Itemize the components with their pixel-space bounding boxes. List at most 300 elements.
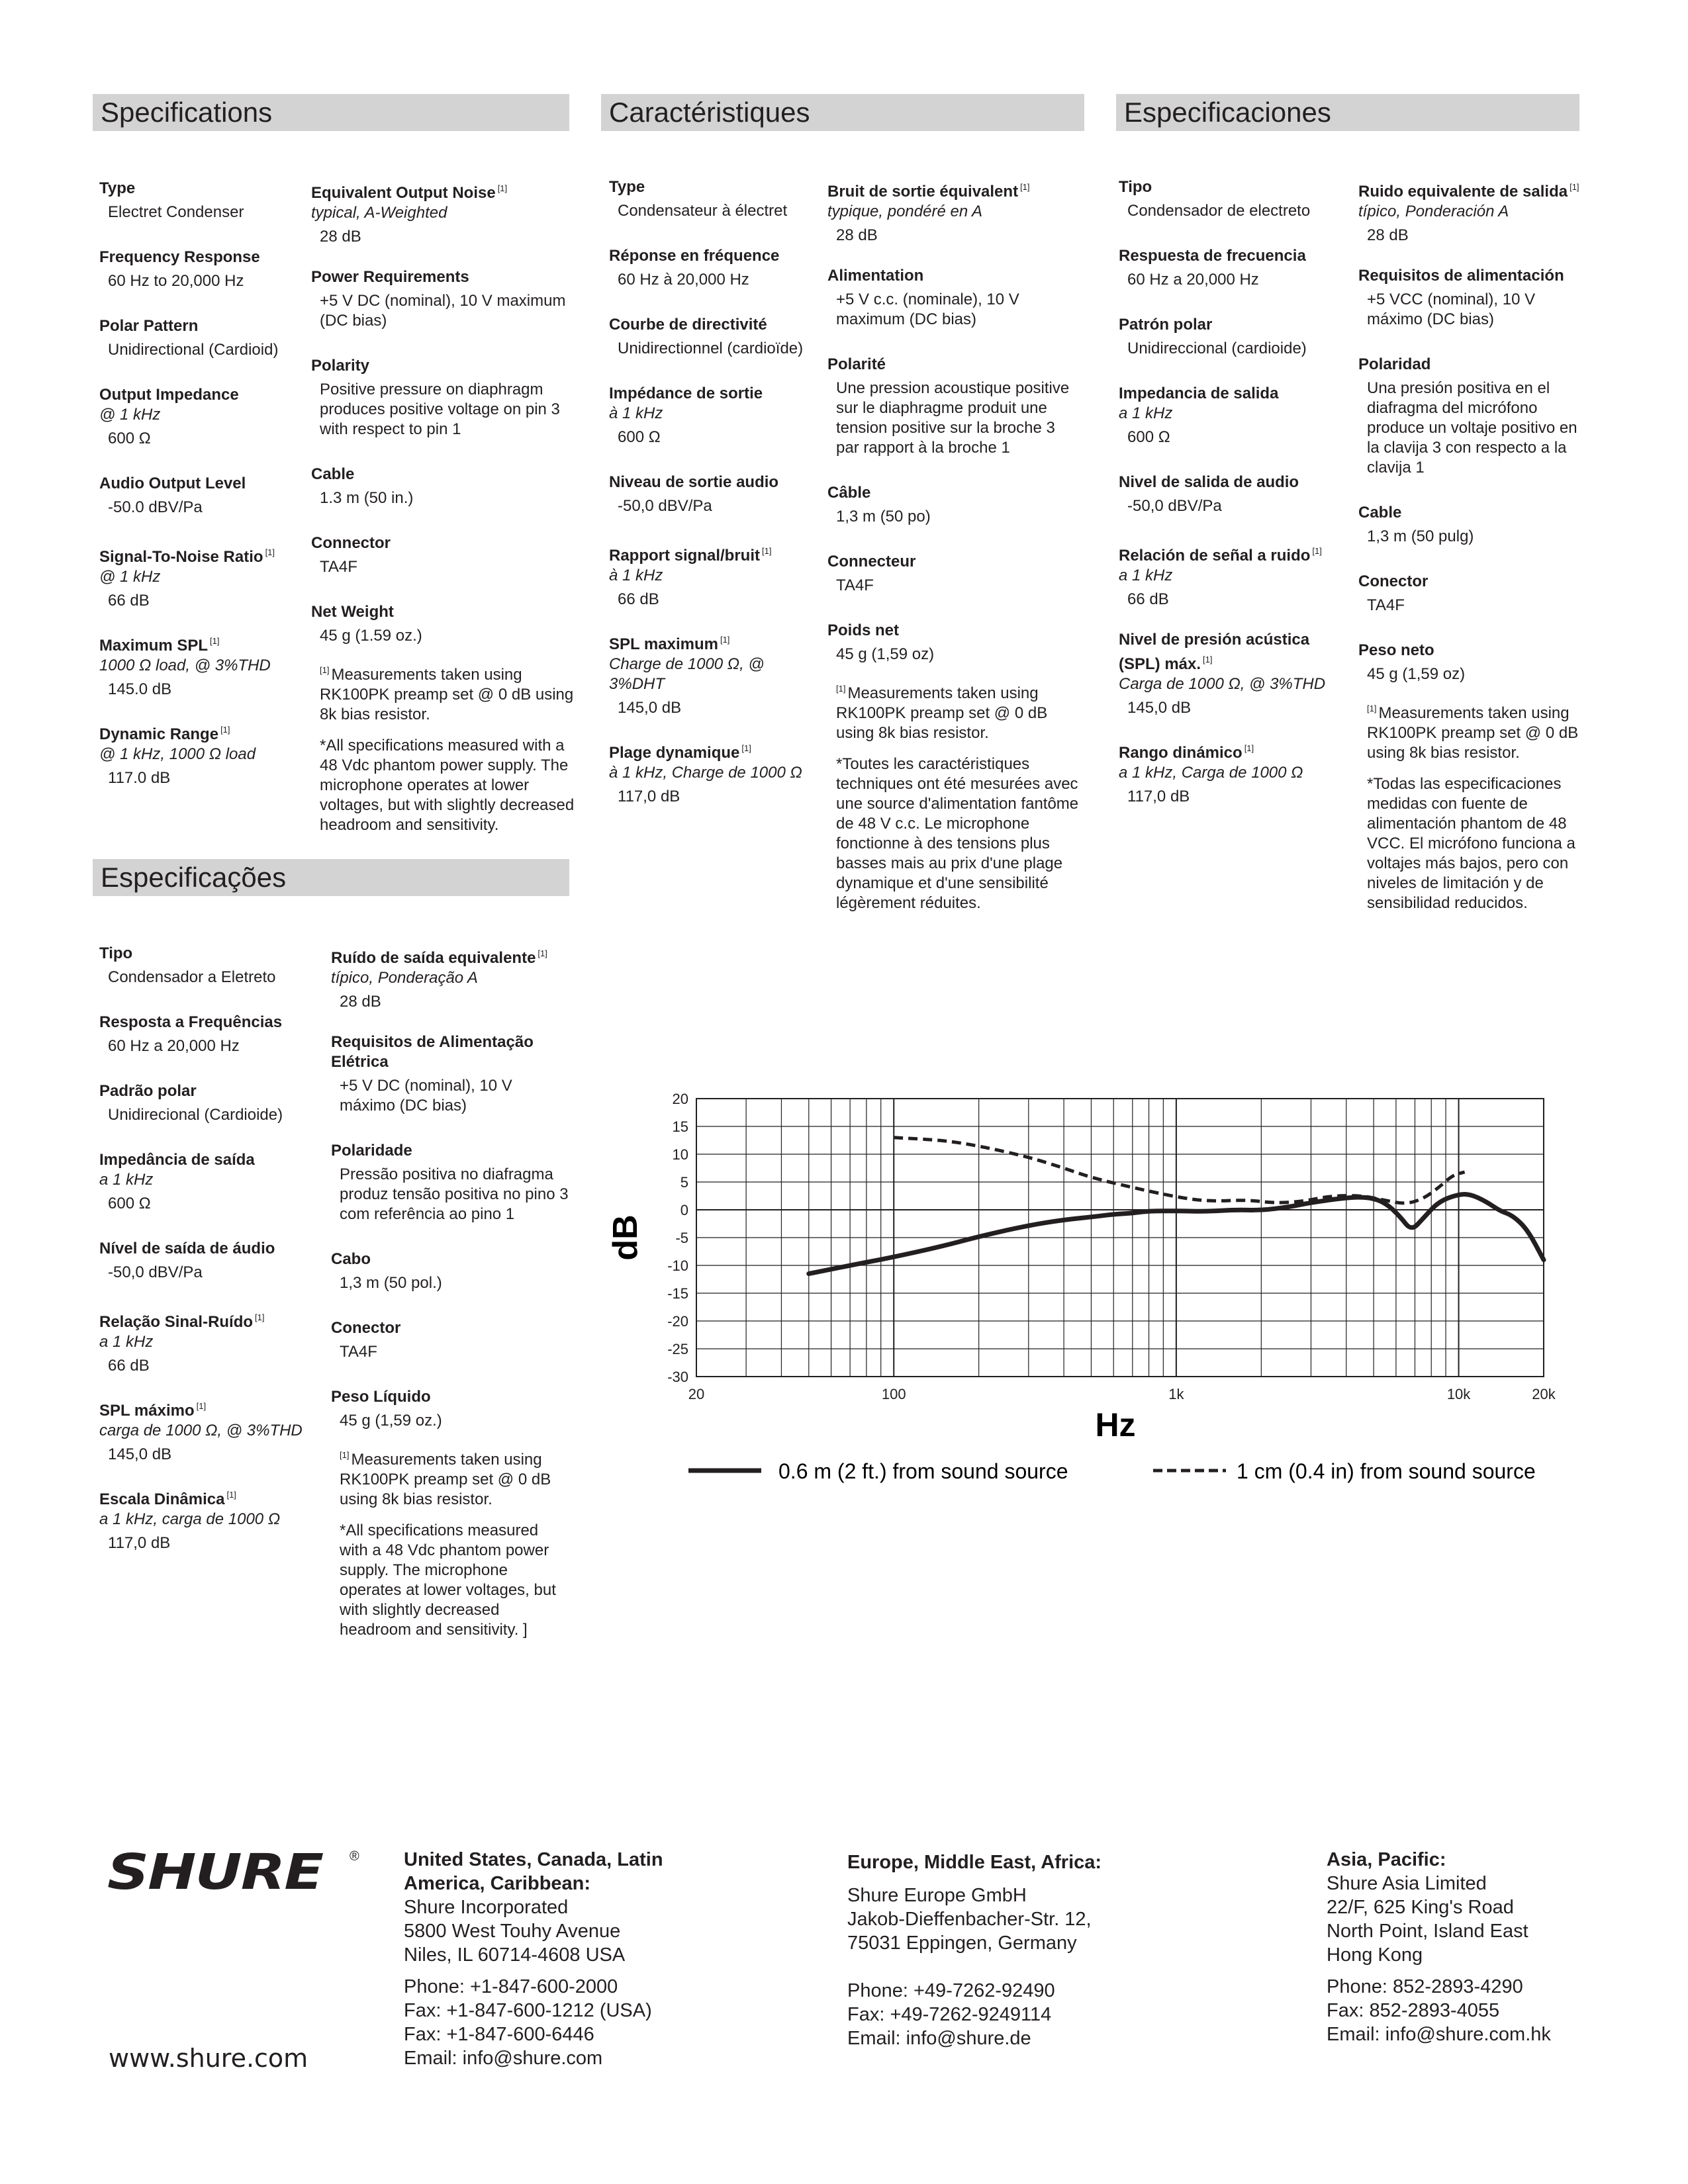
spec-condition: à 1 kHz (609, 404, 663, 422)
footnote-marker: [1] (836, 684, 846, 694)
spec-value: 145,0 dB (1127, 699, 1192, 717)
spec-item (609, 384, 821, 447)
footnote-phantom: *Todas las especificaciones medidas con fuente de alimentación phantom de 48 VCC. El micrófono funciona a voltajes más bajos, pero con niveles de limitación y de sensibilidad reducidos. (1367, 775, 1575, 912)
spec-condition: à 1 kHz, Charge de 1000 Ω (609, 764, 802, 782)
spec-item (311, 356, 576, 439)
spec-item (331, 1387, 576, 1431)
spec-item (99, 1396, 318, 1465)
spec-value: TA4F (320, 558, 357, 576)
x-tick-labels (688, 1386, 1556, 1402)
spec-label: Câble (827, 484, 871, 502)
section-header-english: Specifications (93, 94, 569, 131)
spec-label-text: Rapport signal/bruit (609, 547, 760, 565)
address-line: 5800 West Touhy Avenue (404, 1921, 621, 1942)
spec-value: Pressão positiva no diafragma produz tensão positiva no pino 3 com referência ao pino 1 (340, 1165, 569, 1223)
spec-condition: Carga de 1000 Ω, @ 3%THD (1119, 675, 1326, 693)
section-spanish (1116, 94, 1579, 912)
address-line: Shure Europe GmbH (847, 1885, 1027, 1906)
fax: Fax: +1-847-600-1212 (USA) (404, 2000, 652, 2021)
spec-value: 66 dB (618, 590, 659, 608)
spec-item (609, 541, 821, 610)
footnote-measurements (1358, 699, 1583, 763)
spec-label: Cable (1358, 504, 1402, 522)
spec-item (827, 621, 1079, 664)
address-line: Jakob-Dieffenbacher-Str. 12, (847, 1909, 1092, 1930)
spec-value: TA4F (836, 576, 874, 594)
spec-item (827, 552, 1079, 596)
footnote-marker: [1] (340, 1450, 350, 1460)
y-tick-label: -15 (667, 1285, 688, 1302)
spec-label: Requisitos de Alimentação Elétrica (331, 1033, 534, 1071)
spec-label-text: Dynamic Range (99, 725, 219, 743)
spec-label (311, 179, 576, 203)
footnote-marker: [1] (762, 546, 772, 556)
spec-value: 145,0 dB (108, 1445, 172, 1463)
spec-label: Peso neto (1358, 641, 1434, 659)
spec-value: 600 Ω (618, 428, 661, 446)
legend-label: 0.6 m (2 ft.) from sound source (778, 1459, 1068, 1483)
spec-condition: @ 1 kHz, 1000 Ω load (99, 745, 256, 763)
spec-item (609, 315, 821, 359)
spec-label: Impedancia de salida (1119, 385, 1279, 402)
spec-label (99, 631, 298, 656)
spec-item (99, 1308, 318, 1376)
spec-value: Unidirectionnel (cardioïde) (618, 340, 804, 357)
spec-item (827, 483, 1079, 527)
spec-item (331, 944, 576, 1012)
spec-condition: típico, Ponderação A (331, 969, 478, 987)
spec-label: Padrão polar (99, 1082, 197, 1100)
spec-label-text: Escala Dinâmica (99, 1490, 225, 1508)
spec-value: 117,0 dB (618, 788, 680, 805)
spec-label: Nivel de salida de audio (1119, 473, 1299, 491)
spec-item (1119, 384, 1344, 447)
address-line: North Point, Island East (1327, 1921, 1528, 1942)
address-line: Hong Kong (1327, 1944, 1423, 1966)
spec-label (99, 720, 298, 745)
footnote-marker: [1] (255, 1312, 265, 1322)
spec-item (99, 1150, 318, 1214)
footnote-measurements (331, 1445, 569, 1510)
spec-value: +5 V c.c. (nominale), 10 V maximum (DC bias) (836, 291, 1019, 328)
spec-value: 1,3 m (50 pulg) (1367, 527, 1474, 545)
x-tick-label: 20 (688, 1386, 705, 1402)
spec-label: Polaridad (1358, 355, 1431, 373)
spec-item (311, 179, 576, 247)
legend (688, 1459, 1536, 1483)
fax: Fax: 852-2893-4055 (1327, 2000, 1500, 2021)
x-tick-label: 100 (881, 1386, 906, 1402)
spec-item (99, 1013, 318, 1056)
spec-label: Nível de saída de áudio (99, 1240, 275, 1257)
footnote-marker: [1] (220, 725, 230, 735)
spec-value: TA4F (1367, 596, 1405, 614)
spec-item (1119, 739, 1344, 807)
spec-item (99, 631, 298, 700)
spec-value: Condensador de electreto (1127, 202, 1311, 220)
spec-value: 60 Hz to 20,000 Hz (108, 272, 244, 290)
spec-value: 45 g (1,59 oz) (1367, 665, 1466, 683)
spec-label: Peso Líquido (331, 1388, 431, 1406)
spec-label: Connecteur (827, 553, 916, 570)
phone: Phone: +49-7262-92490 (847, 1980, 1055, 2001)
spec-label: Cabo (331, 1250, 371, 1268)
spec-value: -50,0 dBV/Pa (1127, 497, 1222, 515)
spec-label-text: Plage dynamique (609, 744, 740, 762)
spec-value: 60 Hz a 20,000 Hz (1127, 271, 1259, 289)
spec-item (1119, 315, 1344, 359)
spec-item (1358, 641, 1583, 684)
spec-label-text: Maximum SPL (99, 637, 209, 655)
spec-label: Conector (1358, 572, 1429, 590)
spec-label (827, 177, 1079, 202)
contact-us (404, 1848, 708, 2070)
spec-value: 66 dB (1127, 590, 1169, 608)
spec-label-text: Equivalent Output Noise (311, 184, 496, 202)
spec-label: Cable (311, 465, 355, 483)
email[interactable]: Email: info@shure.com.hk (1327, 2024, 1551, 2045)
spec-label: Frequency Response (99, 248, 260, 266)
spec-value: 45 g (1,59 oz.) (340, 1412, 442, 1430)
spec-value: 45 g (1.59 oz.) (320, 627, 422, 645)
section-header-french: Caractéristiques (601, 94, 1084, 131)
footnote-text: Measurements taken using RK100PK preamp set @ 0 dB using 8k bias resistor. (836, 684, 1048, 742)
spec-item (1119, 630, 1344, 718)
spec-value: 117,0 dB (108, 1534, 171, 1552)
frequency-response-chart (606, 1085, 1569, 1496)
spec-label (99, 1485, 318, 1510)
spec-item (99, 1081, 318, 1125)
y-tick-label: 5 (680, 1174, 688, 1191)
spec-item (609, 246, 821, 290)
spec-label-text: Bruit de sortie équivalent (827, 183, 1019, 201)
spec-value: +5 V DC (nominal), 10 V maximum (DC bias) (320, 292, 566, 330)
spec-value: Condensateur à électret (618, 202, 788, 220)
phone: Phone: 852-2893-4290 (1327, 1976, 1523, 1997)
spec-label-text: SPL máximo (99, 1402, 195, 1420)
y-tick-label: -10 (667, 1257, 688, 1274)
spec-value: +5 VCC (nominal), 10 V máximo (DC bias) (1367, 291, 1536, 328)
spec-value: Unidirecional (Cardioide) (108, 1106, 283, 1124)
spec-item (1119, 541, 1344, 610)
spec-value: 45 g (1,59 oz) (836, 645, 935, 663)
footnote-marker: [1] (1244, 743, 1254, 753)
x-tick-label: 1k (1168, 1386, 1184, 1402)
spec-value: -50,0 dBV/Pa (108, 1263, 203, 1281)
spec-label: Audio Output Level (99, 475, 246, 492)
spec-value: 117.0 dB (108, 769, 171, 787)
spec-value: 1.3 m (50 in.) (320, 489, 414, 507)
spec-item (609, 630, 821, 718)
footnote-phantom: *Toutes les caractéristiques techniques ont été mesurées avec une source d'alimentation fantôme de 48 V c.c. Le microphone fonctionne à des tensions plus basses mais au prix d'une plage dynamique et d'une sensibilité légèrement réduites. (836, 755, 1079, 912)
footnote-marker: [1] (320, 665, 330, 675)
spec-label (331, 944, 576, 968)
y-tick-label: -20 (667, 1313, 688, 1330)
spec-label (99, 1308, 318, 1332)
spec-value: Unidirectional (Cardioid) (108, 341, 279, 359)
phone: Phone: +1-847-600-2000 (404, 1976, 618, 1997)
address-line: Niles, IL 60714-4608 USA (404, 1944, 626, 1966)
footnote-measurements (827, 679, 1079, 743)
series-line-1cm (894, 1138, 1464, 1203)
spec-label: Patrón polar (1119, 316, 1213, 334)
footnote-marker: [1] (265, 547, 275, 557)
spec-label: Polaridade (331, 1142, 412, 1160)
y-tick-labels (667, 1091, 688, 1385)
spec-label: Polar Pattern (99, 317, 199, 335)
spec-condition: a 1 kHz (1119, 404, 1173, 422)
spec-value: 600 Ω (108, 1195, 151, 1212)
footnote-marker: [1] (720, 635, 730, 645)
spec-item (99, 1239, 318, 1283)
spec-item (99, 543, 298, 611)
section-english (93, 94, 575, 834)
spec-value: 60 Hz a 20,000 Hz (108, 1037, 240, 1055)
region-heading: Asia, Pacific: (1327, 1849, 1446, 1870)
spec-label: Polarity (311, 357, 370, 375)
chart-grid (696, 1099, 1544, 1377)
spec-value: 28 dB (340, 993, 381, 1011)
spec-label: Alimentation (827, 267, 924, 285)
spec-item (99, 944, 318, 987)
spec-item (311, 602, 576, 646)
spec-label: Power Requirements (311, 268, 469, 286)
fax: Fax: +49-7262-9249114 (847, 2004, 1052, 2025)
spec-item (331, 1032, 576, 1116)
spec-value: 117,0 dB (1127, 788, 1190, 805)
x-tick-label: 10k (1446, 1386, 1471, 1402)
spec-condition: a 1 kHz, carga de 1000 Ω (99, 1510, 281, 1528)
footnote-marker: [1] (196, 1401, 207, 1411)
spec-label-text: Relación de señal a ruido (1119, 547, 1311, 565)
spec-value: Electret Condenser (108, 203, 244, 221)
spec-value: Unidireccional (cardioide) (1127, 340, 1307, 357)
spec-value: 28 dB (1367, 226, 1409, 244)
footnote-marker: [1] (497, 183, 508, 193)
spec-label-text: Signal-To-Noise Ratio (99, 548, 263, 566)
spec-item (331, 1250, 576, 1293)
footnote-marker: [1] (1570, 182, 1579, 192)
spec-condition: típico, Ponderación A (1358, 203, 1509, 220)
spec-value: +5 V DC (nominal), 10 V máximo (DC bias) (340, 1077, 512, 1115)
spec-value: TA4F (340, 1343, 377, 1361)
section-portuguese (93, 859, 569, 1639)
spec-item (311, 533, 576, 577)
spec-item (331, 1318, 576, 1362)
spec-item (99, 248, 298, 291)
spec-condition: a 1 kHz (99, 1333, 154, 1351)
spec-label-text: Rango dinámico (1119, 744, 1243, 762)
footnote-marker: [1] (1367, 704, 1377, 713)
footnote-marker: [1] (210, 636, 220, 646)
spec-item (331, 1141, 576, 1224)
y-axis-label: dB (606, 1214, 645, 1261)
spec-label (609, 630, 821, 655)
y-tick-label: 20 (672, 1091, 688, 1107)
y-tick-label: -30 (667, 1369, 688, 1385)
y-tick-label: -25 (667, 1341, 688, 1357)
spec-value: -50.0 dBV/Pa (108, 498, 203, 516)
spec-item (827, 177, 1079, 246)
spec-label: Polarité (827, 355, 886, 373)
spec-item (1358, 355, 1583, 478)
spec-value: 600 Ω (108, 430, 151, 447)
spec-label-text: Ruído de saída equivalente (331, 949, 536, 967)
spec-condition: a 1 kHz, Carga de 1000 Ω (1119, 764, 1303, 782)
spec-value: 60 Hz à 20,000 Hz (618, 271, 749, 289)
spec-label (1358, 177, 1583, 202)
spec-item (99, 720, 298, 788)
spec-condition: carga de 1000 Ω, @ 3%THD (99, 1422, 303, 1439)
spec-condition: typique, pondéré en A (827, 203, 982, 220)
spec-label: Conector (331, 1319, 401, 1337)
section-french (601, 94, 1084, 912)
spec-item (311, 267, 576, 331)
spec-item (311, 465, 576, 508)
spec-label (1119, 541, 1344, 566)
footnote-marker: [1] (1312, 546, 1322, 556)
spec-label (609, 541, 821, 566)
spec-label (609, 739, 821, 763)
spec-label (99, 543, 298, 567)
spec-item (1119, 473, 1344, 516)
y-tick-label: 10 (672, 1146, 688, 1163)
y-tick-label: 15 (672, 1118, 688, 1135)
spec-value: 145,0 dB (618, 699, 682, 717)
region-heading: United States, Canada, Latin America, Caribbean: (404, 1849, 663, 1894)
spec-condition: 1000 Ω load, @ 3%THD (99, 657, 271, 674)
email[interactable]: Email: info@shure.de (847, 2028, 1031, 2049)
y-tick-label: 0 (680, 1202, 688, 1218)
footnote-marker: [1] (538, 948, 547, 958)
spec-item (1358, 572, 1583, 615)
logo-registered-mark: ® (350, 1849, 359, 1864)
section-header-spanish: Especificaciones (1116, 94, 1579, 131)
email[interactable]: Email: info@shure.com (404, 2048, 603, 2069)
footnote-text: Measurements taken using RK100PK preamp set @ 0 dB using 8k bias resistor. (320, 666, 574, 723)
spec-item (1119, 177, 1344, 221)
region-heading: Europe, Middle East, Africa: (847, 1852, 1102, 1873)
footnote-text: Measurements taken using RK100PK preamp set @ 0 dB using 8k bias resistor. (1367, 704, 1579, 762)
spec-label: Resposta a Frequências (99, 1013, 283, 1031)
spec-label: Type (609, 178, 645, 196)
spec-label: Impedância de saída (99, 1151, 255, 1169)
spec-label: Courbe de directivité (609, 316, 767, 334)
spec-label-text: SPL maximum (609, 635, 718, 653)
spec-label: Poids net (827, 621, 900, 639)
website-url[interactable]: www.shure.com (109, 2044, 308, 2073)
fax: Fax: +1-847-600-6446 (404, 2024, 594, 2045)
x-tick-label: 20k (1532, 1386, 1556, 1402)
address-line: Shure Incorporated (404, 1897, 569, 1918)
spec-value: Une pression acoustique positive sur le diaphragme produit une tension positive sur la broche 3 par rapport à la broche 1 (836, 379, 1070, 457)
x-axis-label: Hz (1095, 1406, 1136, 1443)
address-line: 22/F, 625 King's Road (1327, 1897, 1514, 1918)
spec-label-text: Relação Sinal-Ruído (99, 1313, 254, 1331)
spec-value: 1,3 m (50 pol.) (340, 1274, 442, 1292)
spec-label: Output Impedance (99, 386, 239, 404)
spec-label: Type (99, 179, 136, 197)
spec-condition: @ 1 kHz (99, 406, 161, 424)
spec-label: Tipo (1119, 178, 1152, 196)
spec-item (99, 1485, 318, 1553)
address-line: Shure Asia Limited (1327, 1873, 1487, 1894)
spec-label: Net Weight (311, 603, 394, 621)
spec-item (827, 355, 1079, 458)
contact-europe (847, 1850, 1192, 2050)
spec-value: 145.0 dB (108, 680, 172, 698)
spec-item (609, 473, 821, 516)
spec-label-text: Ruido equivalente de salida (1358, 183, 1568, 201)
spec-item (99, 385, 298, 449)
address-line: 75031 Eppingen, Germany (847, 1933, 1077, 1954)
spec-condition: @ 1 kHz (99, 568, 161, 586)
spec-label: Connector (311, 534, 391, 552)
spec-label: Requisitos de alimentación (1358, 267, 1564, 285)
spec-label (99, 1396, 318, 1421)
spec-item (1358, 503, 1583, 547)
spec-label: Respuesta de frecuencia (1119, 247, 1306, 265)
spec-label: Tipo (99, 944, 133, 962)
spec-condition: Charge de 1000 Ω, @ 3%DHT (609, 655, 765, 693)
legend-label: 1 cm (0.4 in) from sound source (1237, 1459, 1536, 1483)
footnote-text: Measurements taken using RK100PK preamp set @ 0 dB using 8k bias resistor. (340, 1451, 551, 1508)
spec-item (1358, 177, 1583, 246)
spec-label: Niveau de sortie audio (609, 473, 779, 491)
spec-item (609, 177, 821, 221)
logo-wordmark: SHURE (107, 1844, 323, 1901)
spec-item (609, 739, 821, 807)
footnote-marker: [1] (741, 743, 751, 753)
spec-item (99, 316, 298, 360)
section-header-portuguese: Especificações (93, 859, 569, 896)
spec-condition: a 1 kHz (99, 1171, 154, 1189)
spec-item (1119, 246, 1344, 290)
spec-value: -50,0 dBV/Pa (618, 497, 712, 515)
spec-label (1119, 739, 1344, 763)
spec-label: Impédance de sortie (609, 385, 763, 402)
shure-logo-icon (106, 1843, 364, 1901)
spec-label-text: Nivel de presión acústica (SPL) máx. (1119, 631, 1310, 673)
spec-value: 66 dB (108, 1357, 150, 1375)
spec-condition: a 1 kHz (1119, 567, 1173, 584)
spec-value: Una presión positiva en el diafragma del micrófono produce un voltaje positivo en la clavija 3 con respecto a la clavija 1 (1367, 379, 1577, 477)
shure-logo (106, 1843, 364, 1899)
spec-condition: à 1 kHz (609, 567, 663, 584)
spec-value: 28 dB (320, 228, 361, 246)
spec-value: Condensador a Eletreto (108, 968, 276, 986)
footnote-measurements (311, 660, 576, 725)
spec-label (1119, 630, 1331, 674)
contact-asia (1327, 1848, 1618, 2046)
spec-value: 28 dB (836, 226, 878, 244)
spec-value: Positive pressure on diaphragm produces positive voltage on pin 3 with respect to pin 1 (320, 381, 560, 438)
spec-value: 66 dB (108, 592, 150, 610)
spec-item (99, 474, 298, 518)
footnote-phantom: *All specifications measured with a 48 Vdc phantom power supply. The microphone operates at lower voltages, but with slightly decreased headroom and sensitivity. (320, 737, 575, 834)
spec-item (1358, 266, 1583, 330)
footnote-marker: [1] (226, 1490, 236, 1500)
footnote-marker: [1] (1020, 182, 1030, 192)
footnote-phantom: *All specifications measured with a 48 Vdc phantom power supply. The microphone operates at lower voltages, but with slightly decreased headroom and sensitivity. ] (340, 1522, 556, 1639)
spec-condition: typical, A-Weighted (311, 204, 447, 222)
spec-value: 600 Ω (1127, 428, 1170, 446)
spec-item (827, 266, 1079, 330)
spec-label: Réponse en fréquence (609, 247, 780, 265)
spec-item (99, 179, 298, 222)
spec-value: 1,3 m (50 po) (836, 508, 931, 525)
y-tick-label: -5 (675, 1230, 688, 1246)
